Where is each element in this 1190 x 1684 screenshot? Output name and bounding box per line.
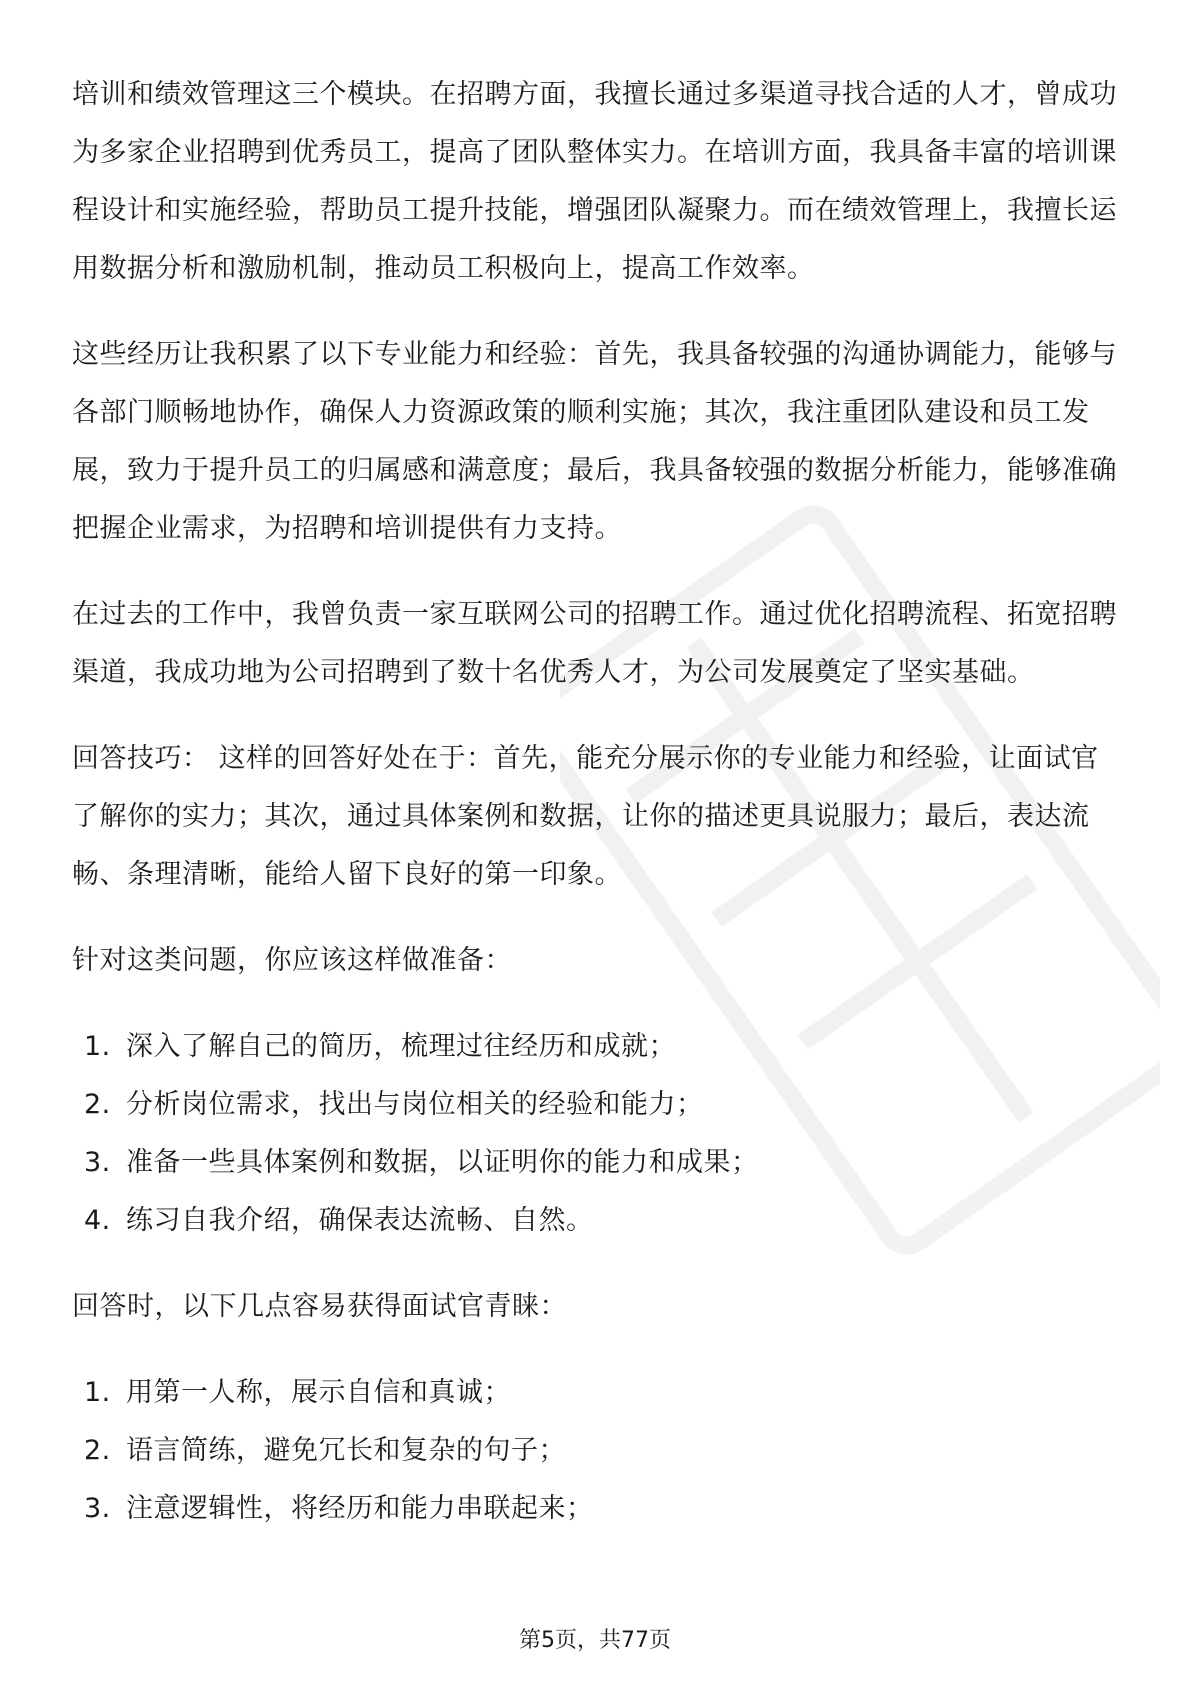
list-item-number: 1. <box>84 1377 111 1408</box>
list-item <box>72 1018 1122 1076</box>
list-item-text: 注意逻辑性，将经历和能力串联起来； <box>126 1493 594 1524</box>
list-item-number: 3. <box>84 1493 111 1524</box>
page-number-footer: 第5页，共77页 <box>519 1628 671 1653</box>
list-item-number: 2. <box>84 1089 111 1120</box>
list-item-text: 用第一人称，展示自信和真诚； <box>126 1377 511 1408</box>
list-item <box>72 1192 1122 1250</box>
list-item-text: 分析岗位需求，找出与岗位相关的经验和能力； <box>126 1089 704 1120</box>
paragraph-professional-abilities: 这些经历让我积累了以下专业能力和经验：首先，我具备较强的沟通协调能力，能够与各部门顺畅地协作，确保人力资源政策的顺利实施；其次，我注重团队建设和员工发展，致力于提升员工的归属感和满意度；最后，我具备较强的数据分析能力，能够准确把握企业需求，为招聘和培训提供有力支持。 <box>72 339 1117 544</box>
paragraph-prep-intro: 针对这类问题，你应该这样做准备： <box>72 945 512 976</box>
paragraph-tips-intro: 回答时，以下几点容易获得面试官青睐： <box>72 1291 567 1322</box>
list-item-text: 深入了解自己的简历，梳理过往经历和成就； <box>126 1031 676 1062</box>
list-item <box>72 1480 1122 1538</box>
list-item-number: 3. <box>84 1147 111 1178</box>
tips-list <box>72 1364 1122 1538</box>
list-item-number: 4. <box>84 1205 111 1236</box>
main-content <box>72 66 1122 1566</box>
list-item <box>72 1422 1122 1480</box>
list-item-number: 1. <box>84 1031 111 1062</box>
list-item <box>72 1134 1122 1192</box>
list-item-text: 准备一些具体案例和数据，以证明你的能力和成果； <box>126 1147 759 1178</box>
list-item <box>72 1076 1122 1134</box>
prep-list <box>72 1018 1122 1250</box>
list-item-text: 练习自我介绍，确保表达流畅、自然。 <box>126 1205 594 1236</box>
paragraph-training-performance: 培训和绩效管理这三个模块。在招聘方面，我擅长通过多渠道寻找合适的人才，曾成功为多家企业招聘到优秀员工，提高了团队整体实力。在培训方面，我具备丰富的培训课程设计和实施经验，帮助员工提升技能，增强团队凝聚力。而在绩效管理上，我擅长运用数据分析和激励机制，推动员工积极向上，提高工作效率。 <box>72 79 1117 284</box>
paragraph-past-work: 在过去的工作中，我曾负责一家互联网公司的招聘工作。通过优化招聘流程、拓宽招聘渠道，我成功地为公司招聘到了数十名优秀人才，为公司发展奠定了坚实基础。 <box>72 599 1117 688</box>
list-item-text: 语言简练，避免冗长和复杂的句子； <box>126 1435 566 1466</box>
paragraph-answer-tips: 回答技巧： 这样的回答好处在于：首先，能充分展示你的专业能力和经验，让面试官了解你的实力；其次，通过具体案例和数据，让你的描述更具说服力；最后，表达流畅、条理清晰，能给人留下良好的第一印象。 <box>72 743 1099 890</box>
list-item <box>72 1364 1122 1422</box>
list-item-number: 2. <box>84 1435 111 1466</box>
